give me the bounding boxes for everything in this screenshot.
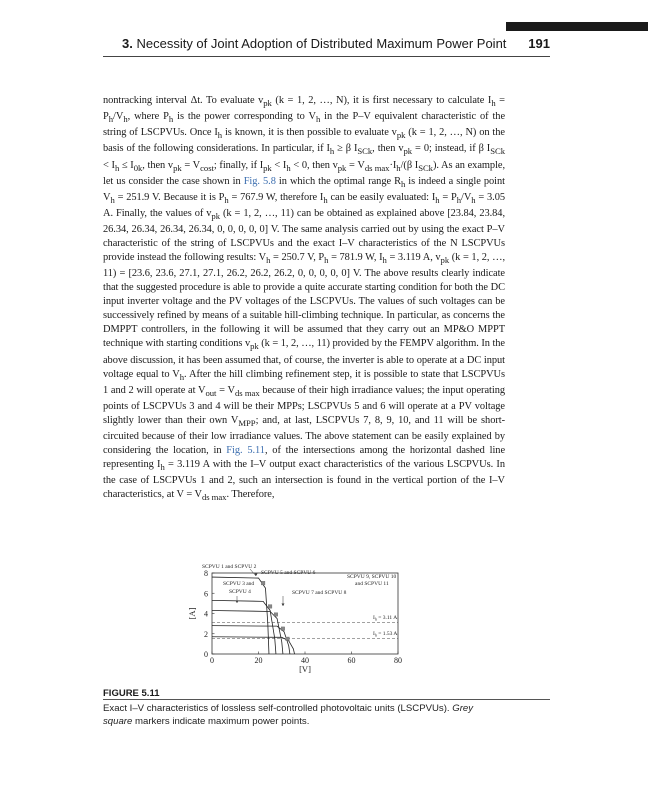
annotation-scpvu-3-4-line2: SCPVU 4 xyxy=(229,589,251,595)
mpp-marker xyxy=(286,637,290,641)
figure-caption: Exact I–V characteristics of lossless self-controlled photovoltaic units (LSCPVUs). Grey square markers indicate maximum power points. xyxy=(103,703,474,727)
iv-curve xyxy=(212,626,290,654)
annotation-scpvu-3-4: SCPVU 3 and xyxy=(223,581,255,587)
annotation-scpvu-9-11-line2: and SCPVU 11 xyxy=(355,581,389,587)
page-number: 191 xyxy=(528,36,550,51)
mpp-marker xyxy=(274,613,278,617)
top-bar-decoration xyxy=(506,22,648,31)
mpp-marker xyxy=(268,605,272,609)
chapter-number: 3. xyxy=(122,36,133,51)
chart-svg xyxy=(185,556,425,678)
annotation-ih-311: $I_h = 3.11$ A xyxy=(373,615,398,622)
mpp-marker xyxy=(261,581,265,585)
y-tick-label: 6 xyxy=(204,589,208,599)
running-header xyxy=(103,36,550,56)
figure-iv-chart xyxy=(185,556,425,678)
x-tick-label: 80 xyxy=(394,656,402,665)
annotation-scpvu-1-2: SCPVU 1 and SCPVU 2 xyxy=(202,564,257,570)
y-tick-label: 0 xyxy=(204,650,208,659)
annotation-scpvu-7-8: SCPVU 7 and SCPVU 8 xyxy=(292,590,347,596)
annotation-scpvu-5-6: SCPVU 5 and SCPVU 6 xyxy=(261,570,316,576)
figure-label: FIGURE 5.11 xyxy=(103,688,160,699)
figure-reference-link[interactable]: Fig. 5.11 xyxy=(226,445,265,457)
x-tick-label: 0 xyxy=(210,656,214,665)
x-tick-label: 20 xyxy=(254,656,263,665)
y-tick-label: 2 xyxy=(204,629,208,639)
chapter-heading xyxy=(122,36,506,51)
arrow-head xyxy=(236,601,239,604)
arrow-head xyxy=(282,604,285,607)
y-tick-label: 4 xyxy=(204,609,208,619)
annotation-arrow xyxy=(250,569,256,576)
figure-reference-link[interactable]: Fig. 5.8 xyxy=(243,175,276,187)
x-axis-label: [V] xyxy=(299,664,311,674)
x-tick-label: 40 xyxy=(301,656,309,665)
y-tick-label: 8 xyxy=(204,569,208,578)
iv-curve xyxy=(212,600,276,654)
y-axis-label: [A] xyxy=(187,607,197,620)
mpp-marker xyxy=(281,627,285,631)
chapter-title: Necessity of Joint Adoption of Distributed Maximum Power Point xyxy=(136,36,507,51)
annotation-scpvu-9-11: SCPVU 9, SCPVU 10 xyxy=(347,574,397,580)
header-divider xyxy=(103,56,550,57)
iv-curve xyxy=(212,610,283,654)
figure-divider xyxy=(103,699,550,700)
x-tick-label: 60 xyxy=(347,656,356,665)
annotation-ih-153: $I_h = 1.53$ A xyxy=(373,631,398,638)
body-paragraph: nontracking interval Δt. To evaluate $v_{pk}$ (k = 1, 2, …, N), it is first necessary to calculate $I_h = P_h/V_h$, where $P_h$ is the power corresponding to $V_h$ in the P–V equivalent characteristic of the string of LSCPVUs. Once $I_h$ is known, it is then possible to evaluate $v_{pk}$ (k = 1, 2, …, N) on the basis of the following considerations. In particular, if $I_h \ge \beta$ $I_{SCk}$, then $v_{pk} = 0$; instead, if β $I_{SCk} < I_h \le I_{0k}$, then $v_{pk} = V_{cost}$; finally, if $I_{pk} < I_h < 0$, then $v_{pk} = V_{ds max}\cdot I_h/(\beta$ $I_{SCk}$). As an example, let us consider the case shown in Fig. 5.8 in which the optimal range $R_h$ is indeed a single point $V_h = 251.9$ V. Because it is $P_h = 767.9$ W, therefore $I_h$ can be easily evaluated: $I_h = P_h/V_h = 3.05$ A. Finally, the values of $v_{pk}$ (k = 1, 2, …, 11) can be obtained as explained above [23.84, 23.84, 26.34, 26.34, 26.34, 26.34, 0, 0, 0, 0, 0] V. The same analysis carried out by using the exact P–V characteristic of the string of LSCPVUs and the exact I–V characteristics of the N LSCPVUs provide instead the following results: $V_h = 250.7$ V, $P_h = 781.9$ W, $I_h = 3.119$ A, $v_{pk}$ (k = 1, 2, …, 11) = [23.6, 23.6, 27.1, 27.1, 26.2, 26.2, 26.2, 0, 0, 0, 0, 0] V. The above results clearly indicate that the suggested procedure is able to provide a quite accurate starting condition for both the DC input inverter voltage and the PV voltages of the LSCPVUs. The values of such voltages can be successively refined by means of a suitable hill-climbing technique. In particular, as concerns the DMPPT controllers, in the following it will be assumed that they carry out an MP&O MPPT technique with starting conditions $v_{pk}$ (k = 1, 2, …, 11) provided by the FEMPV algorithm. In the above discussion, it has been assumed that, of course, the inverter is able to operate at a DC input voltage equal to $V_h$. After the hill climbing refinement step, it is possible to state that LSCPVUs 1 and 2 will operate at $V_{out} = V_{ds max}$ because of their high irradiance values; the input operating points of LSCPVUs 3 and 4 will be their MPPs; LSCPVUs 5 and 6 will operate at a PV voltage slightly lower than their own $V_{MPP}$; and, at last, LSCPVUs 7, 8, 9, 10, and 11 will be short-circuited because of their low irradiance values. The above statement can be easily explained by considering the location, in Fig. 5.11, of the intersections among the horizontal dashed line representing $I_h = 3.119$ A with the I–V output exact characteristics of the various LSCPVUs. In the case of LSCPVUs 1 and 2, such an intersection is found in the vertical portion of the I–V characteristics, at $V = V_{ds max}$. Therefore, xyxy=(103,95,506,503)
